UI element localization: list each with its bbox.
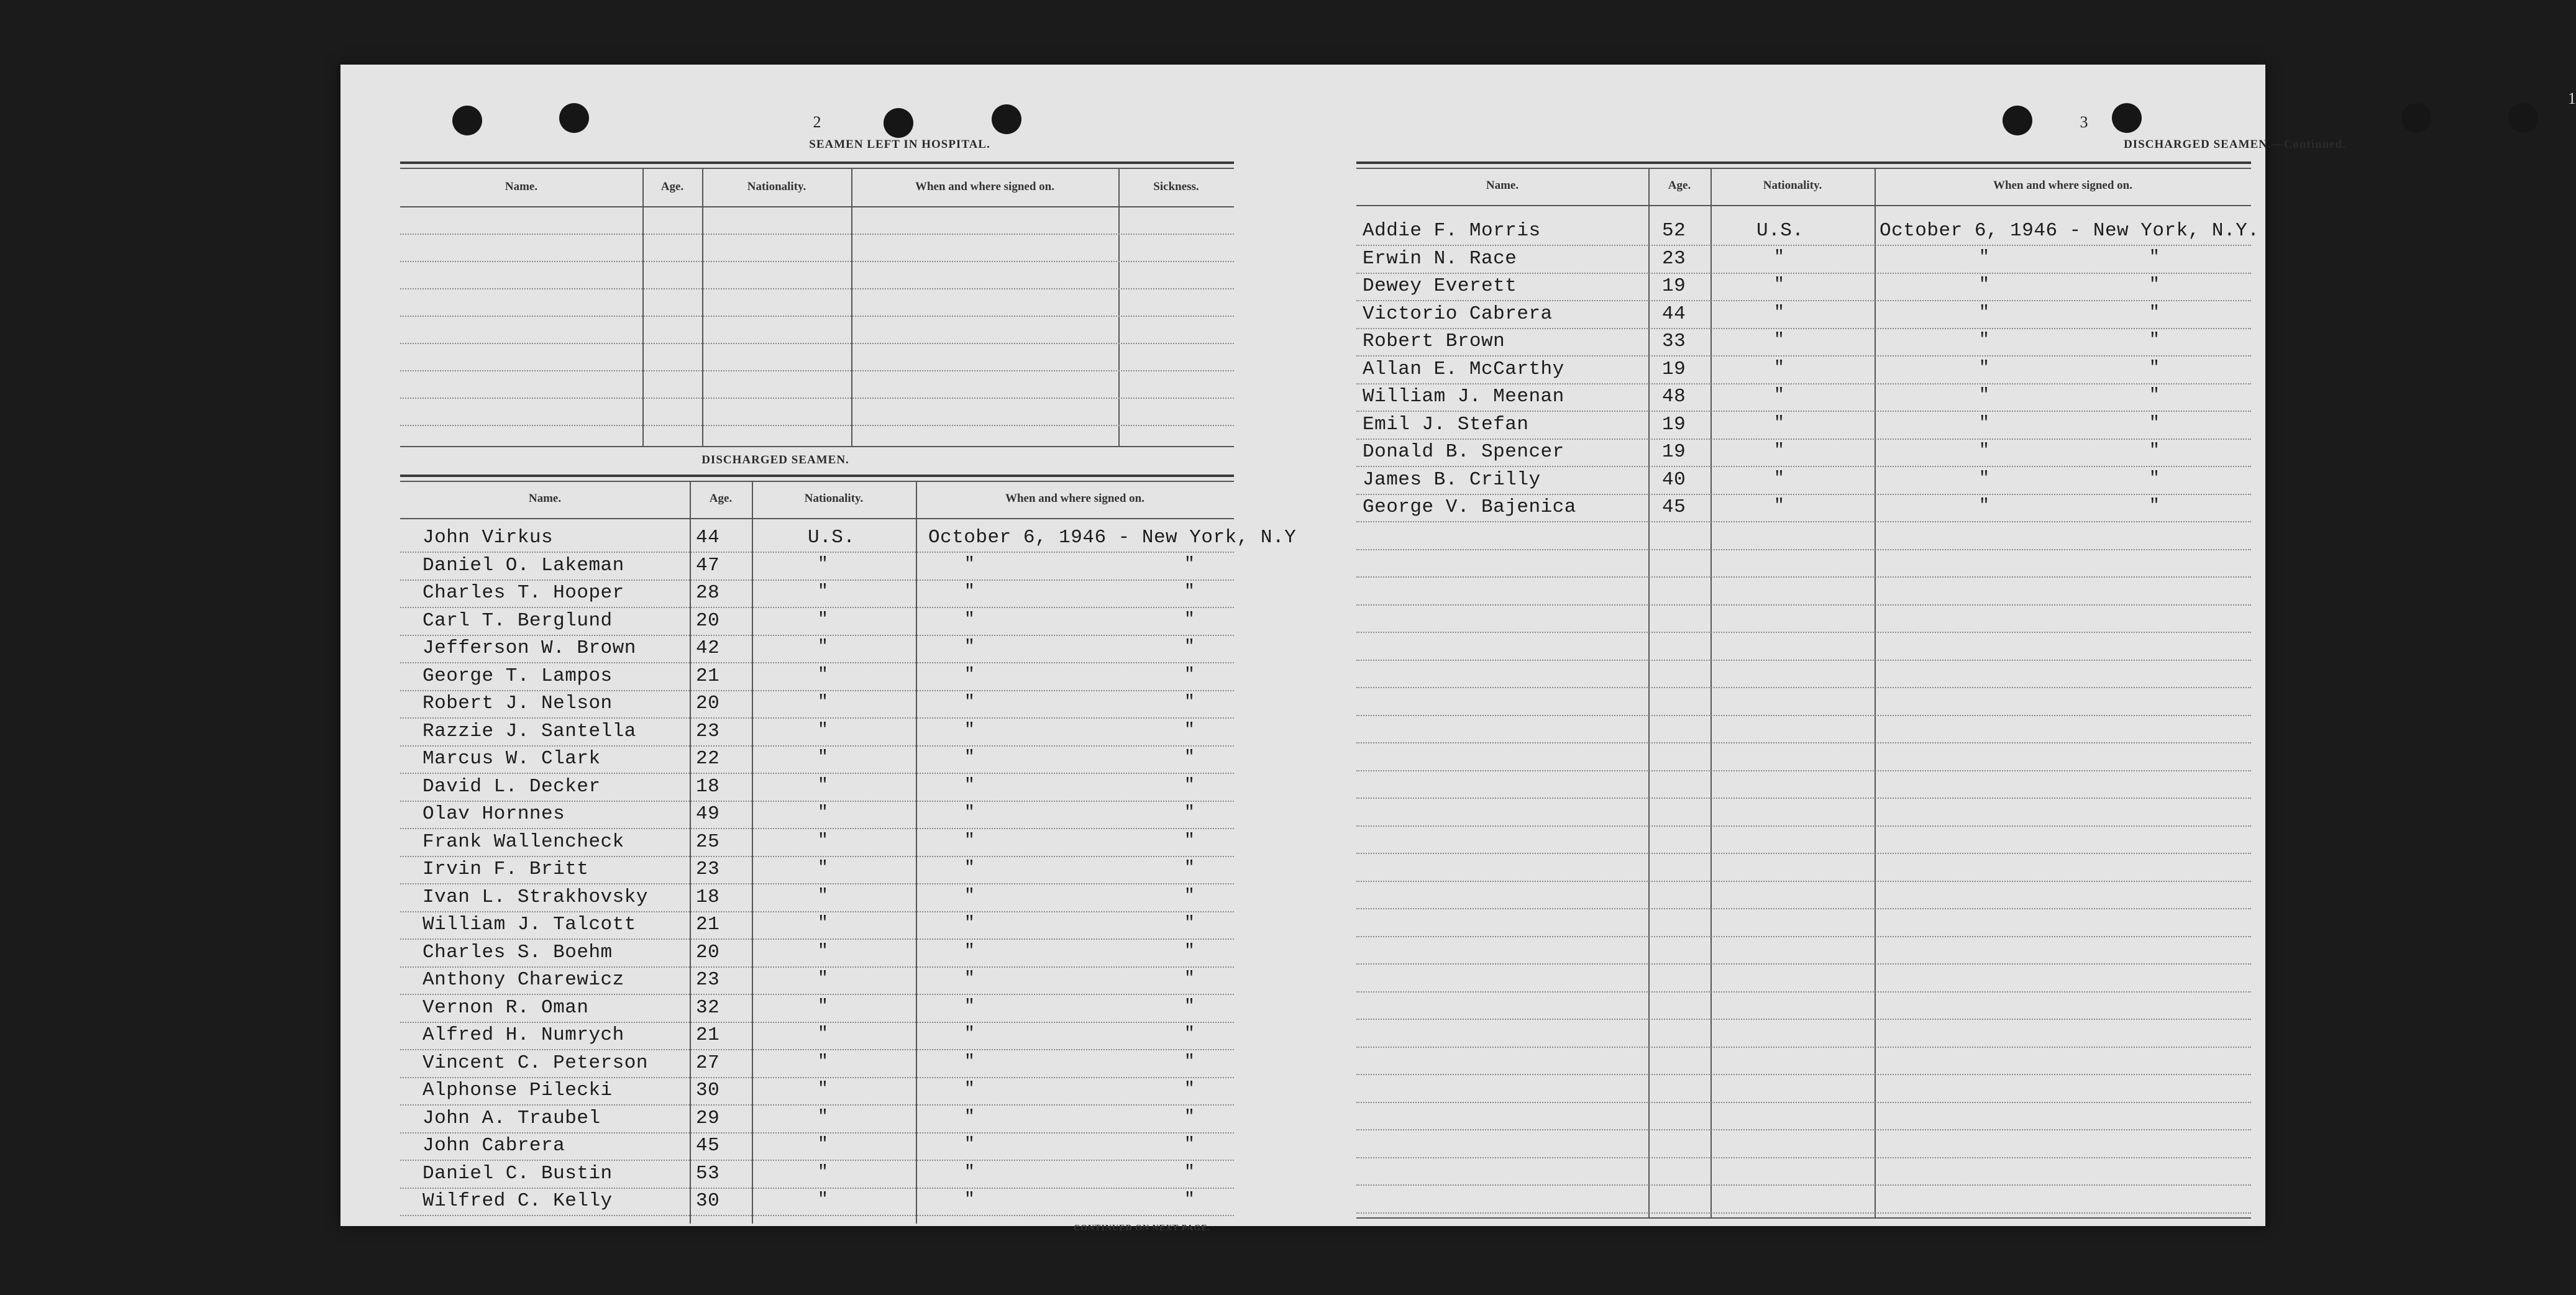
seaman-age: 45 (1662, 496, 1686, 518)
row-rule (1356, 1074, 2251, 1075)
ditto-mark: " (1184, 582, 1195, 601)
seaman-name: William J. Meenan (1363, 386, 1564, 407)
column-header-name: Name. (505, 180, 538, 193)
seaman-name: Allan E. McCarthy (1363, 358, 1564, 380)
seaman-name: Robert J. Nelson (422, 693, 613, 714)
ditto-mark: " (818, 720, 828, 740)
ditto-mark: " (1184, 1024, 1195, 1043)
ditto-mark: " (818, 1024, 828, 1043)
row-rule (1356, 300, 2251, 301)
ditto-mark: " (1774, 386, 1784, 405)
row-rule (1356, 825, 2251, 827)
right-table-layer (1303, 65, 2265, 1226)
ditto-mark: " (2149, 247, 2160, 267)
ditto-mark: " (1184, 554, 1195, 574)
row-rule (1356, 991, 2251, 993)
seaman-name: Charles S. Boehm (422, 941, 613, 963)
seaman-age: 18 (696, 775, 720, 797)
seaman-name: Robert Brown (1363, 330, 1505, 352)
seaman-age: 40 (1662, 468, 1686, 491)
ditto-mark: " (818, 554, 828, 574)
column-header-nationality: Nationality. (804, 492, 864, 505)
ditto-mark: " (1184, 693, 1195, 712)
seaman-age: 42 (696, 637, 720, 659)
ditto-mark: " (1184, 748, 1195, 767)
column-header-sickness: Sickness. (1153, 180, 1199, 193)
ditto-mark: " (964, 996, 975, 1016)
page-number: 2 (813, 113, 821, 131)
seaman-age: 23 (696, 720, 720, 742)
ditto-mark: " (2149, 302, 2160, 322)
row-rule (1356, 797, 2251, 799)
ditto-mark: " (1184, 803, 1195, 822)
ditto-mark: " (964, 748, 975, 767)
row-rule (1356, 742, 2251, 743)
seaman-age: 23 (696, 858, 720, 880)
ditto-mark: " (1979, 413, 1989, 433)
row-rule (1356, 632, 2251, 633)
ditto-mark: " (818, 830, 828, 850)
column-header-nationality: Nationality. (747, 180, 806, 193)
ditto-mark: " (1184, 914, 1195, 933)
ditto-mark: " (964, 914, 975, 933)
seaman-age: 20 (696, 693, 720, 714)
ditto-mark: " (2149, 468, 2160, 488)
seaman-name: Addie F. Morris (1363, 220, 1541, 242)
ditto-mark: " (1184, 609, 1195, 629)
ditto-mark: " (1184, 1107, 1195, 1127)
left-page (340, 65, 1303, 1233)
ditto-mark: " (964, 1162, 975, 1182)
ditto-mark: " (964, 554, 975, 574)
ditto-mark: " (818, 803, 828, 822)
ditto-mark: " (1774, 330, 1784, 350)
punch-hole (992, 104, 1021, 134)
ditto-mark: " (1774, 413, 1784, 433)
row-rule (1356, 411, 2251, 412)
column-header-signed-on: When and where signed on. (1993, 179, 2132, 192)
seaman-name: Carl T. Berglund (422, 609, 613, 632)
ditto-mark: " (2149, 358, 2160, 378)
seaman-age: 27 (696, 1052, 720, 1074)
punch-hole (452, 106, 482, 135)
row-rule (1356, 1129, 2251, 1130)
ditto-mark: " (818, 941, 828, 961)
seaman-age: 48 (1662, 386, 1686, 407)
ditto-mark: " (964, 1107, 975, 1127)
ditto-mark: " (1774, 358, 1784, 378)
seaman-age: 20 (696, 609, 720, 632)
row-rule (400, 745, 1234, 747)
row-rule (1356, 549, 2251, 550)
row-rule (400, 1160, 1234, 1161)
row-rule (400, 1049, 1234, 1050)
row-rule (1356, 687, 2251, 688)
seaman-name: Irvin F. Britt (422, 858, 589, 880)
section-title-discharged: DISCHARGED SEAMEN. (701, 453, 849, 466)
seaman-name: Vernon R. Oman (422, 996, 589, 1019)
continued-note: CONTINUED ON NEXT PAGE. (1074, 1224, 1211, 1233)
row-rule (1356, 355, 2251, 357)
ditto-mark: " (1184, 637, 1195, 657)
row-rule (400, 552, 1234, 553)
row-rule (400, 911, 1234, 912)
seaman-name: Donald B. Spencer (1363, 441, 1564, 463)
seaman-name: George T. Lampos (422, 665, 613, 687)
row-rule (1356, 494, 2251, 495)
ditto-mark: " (964, 1079, 975, 1099)
punch-hole (884, 108, 913, 138)
seaman-name: Jefferson W. Brown (422, 637, 636, 659)
row-rule (400, 883, 1234, 884)
row-rule (400, 1022, 1234, 1023)
ditto-mark: " (1184, 1162, 1195, 1182)
seaman-name: Frank Wallencheck (422, 830, 624, 853)
ditto-mark: " (964, 803, 975, 822)
ditto-mark: " (964, 665, 975, 684)
seaman-age: 44 (696, 527, 720, 548)
seaman-age: 19 (1662, 275, 1686, 297)
ditto-mark: " (964, 830, 975, 850)
seaman-age: 19 (1662, 413, 1686, 435)
ditto-mark: " (964, 886, 975, 906)
seaman-age: 52 (1662, 220, 1686, 242)
ditto-mark: " (1184, 775, 1195, 795)
seaman-name: James B. Crilly (1363, 468, 1541, 491)
ditto-mark: " (1774, 247, 1784, 267)
row-rule (400, 635, 1234, 636)
row-rule (400, 579, 1234, 581)
seaman-name: Anthony Charewicz (422, 969, 624, 991)
seaman-age: 44 (1662, 302, 1686, 325)
ditto-mark: " (818, 637, 828, 657)
seaman-name: William J. Talcott (422, 914, 636, 935)
ditto-mark: " (964, 941, 975, 961)
seaman-age: 25 (696, 830, 720, 853)
corner-mark: 1 (2568, 89, 2576, 107)
ditto-mark: " (2149, 330, 2160, 350)
seaman-age: 33 (1662, 330, 1686, 352)
seaman-name: Erwin N. Race (1363, 247, 1517, 270)
row-rule (400, 717, 1234, 719)
column-header-age: Age. (1668, 179, 1691, 192)
seaman-name: John Cabrera (422, 1135, 565, 1156)
row-rule (1356, 466, 2251, 467)
ditto-mark: " (964, 609, 975, 629)
row-rule (1356, 936, 2251, 937)
ditto-mark: " (818, 748, 828, 767)
row-rule (400, 994, 1234, 995)
row-rule (400, 938, 1234, 940)
section-title-discharged-continued: DISCHARGED SEAMEN.—Continued. (2124, 138, 2346, 151)
seaman-age: 19 (1662, 441, 1686, 463)
ditto-mark: " (2149, 496, 2160, 516)
seaman-name: Daniel C. Bustin (422, 1162, 613, 1184)
ditto-mark: " (1184, 830, 1195, 850)
ditto-mark: " (1979, 386, 1989, 405)
row-rule (1356, 908, 2251, 909)
row-rule (1356, 770, 2251, 771)
ditto-mark: " (1979, 358, 1989, 378)
seaman-name: Alphonse Pilecki (422, 1079, 613, 1101)
row-rule (1356, 604, 2251, 606)
punch-hole (2508, 103, 2538, 133)
seaman-name: John A. Traubel (422, 1107, 601, 1129)
ditto-mark: " (818, 609, 828, 629)
row-rule (1356, 438, 2251, 440)
seaman-name: Victorio Cabrera (1363, 302, 1553, 325)
seaman-age: 21 (696, 1024, 720, 1046)
row-rule (1356, 1212, 2251, 1214)
seaman-age: 21 (696, 914, 720, 935)
seaman-name: Dewey Everett (1363, 275, 1517, 297)
column-header-nationality: Nationality. (1763, 179, 1822, 192)
seaman-age: 49 (696, 803, 720, 825)
ditto-mark: " (818, 914, 828, 933)
seaman-name: Ivan L. Strakhovsky (422, 886, 648, 908)
punch-hole (559, 103, 589, 133)
row-rule (1356, 853, 2251, 854)
seaman-age: 47 (696, 554, 720, 576)
ditto-mark: " (1774, 468, 1784, 488)
seaman-age: 30 (696, 1079, 720, 1101)
ditto-mark: " (1979, 468, 1989, 488)
row-rule (400, 690, 1234, 691)
seaman-age: 32 (696, 996, 720, 1019)
row-rule (1356, 660, 2251, 661)
seaman-age: 28 (696, 582, 720, 604)
row-rule (400, 1077, 1234, 1078)
seaman-age: 19 (1662, 358, 1686, 380)
seaman-name: David L. Decker (422, 775, 601, 797)
ditto-mark: " (1184, 1190, 1195, 1209)
ditto-mark: " (1184, 665, 1195, 684)
column-header-age: Age. (709, 492, 733, 505)
ditto-mark: " (964, 693, 975, 712)
ditto-mark: " (964, 1135, 975, 1154)
row-rule (1356, 576, 2251, 578)
signed-on: October 6, 1946 - New York, N.Y. (1879, 220, 2260, 242)
ditto-mark: " (2149, 275, 2160, 294)
row-rule (400, 607, 1234, 608)
row-rule (400, 662, 1234, 663)
column-header-name: Name. (528, 492, 562, 505)
seaman-age: 21 (696, 665, 720, 687)
row-rule (400, 801, 1234, 802)
ditto-mark: " (964, 637, 975, 657)
seaman-age: 23 (1662, 247, 1686, 270)
ditto-mark: " (2149, 441, 2160, 460)
ditto-mark: " (2149, 413, 2160, 433)
ditto-mark: " (1979, 441, 1989, 460)
ditto-mark: " (1184, 969, 1195, 988)
seaman-age: 53 (696, 1162, 720, 1184)
row-rule (400, 773, 1234, 774)
ditto-mark: " (964, 1024, 975, 1043)
seaman-name: Alfred H. Numrych (422, 1024, 624, 1046)
seaman-age: 18 (696, 886, 720, 908)
ditto-mark: " (964, 775, 975, 795)
ditto-mark: " (1774, 441, 1784, 460)
row-rule (1356, 383, 2251, 384)
ditto-mark: " (964, 720, 975, 740)
ditto-mark: " (818, 582, 828, 601)
ditto-mark: " (1774, 496, 1784, 516)
row-rule (400, 856, 1234, 857)
row-rule (1356, 521, 2251, 522)
row-rule (1356, 273, 2251, 274)
column-header-name: Name. (1486, 179, 1519, 192)
row-rule (1356, 1157, 2251, 1158)
ditto-mark: " (964, 1190, 975, 1209)
ditto-mark: " (964, 1052, 975, 1071)
seaman-name: Vincent C. Peterson (422, 1052, 648, 1074)
seaman-age: 22 (696, 748, 720, 770)
ditto-mark: " (818, 969, 828, 988)
ditto-mark: " (2149, 386, 2160, 405)
ditto-mark: " (818, 693, 828, 712)
row-rule (1356, 1019, 2251, 1020)
column-header-signed-on: When and where signed on. (1005, 492, 1144, 505)
seaman-name: Emil J. Stefan (1363, 413, 1529, 435)
ditto-mark: " (1184, 1135, 1195, 1154)
row-rule (400, 1132, 1234, 1134)
ditto-mark: " (1184, 1079, 1195, 1099)
ditto-mark: " (818, 1190, 828, 1209)
ditto-mark: " (818, 775, 828, 795)
column-header-signed-on: When and where signed on. (915, 180, 1054, 193)
seaman-age: 45 (696, 1135, 720, 1156)
nationality: U.S. (1756, 220, 1804, 242)
row-rule (400, 1104, 1234, 1106)
ditto-mark: " (1979, 247, 1989, 267)
row-rule (400, 1215, 1234, 1216)
seaman-age: 30 (696, 1190, 720, 1212)
signed-on: October 6, 1946 - New York, N.Y (928, 527, 1297, 548)
seaman-age: 29 (696, 1107, 720, 1129)
ditto-mark: " (1979, 275, 1989, 294)
ditto-mark: " (1184, 996, 1195, 1016)
seaman-name: Daniel O. Lakeman (422, 554, 624, 576)
row-rule (1356, 328, 2251, 329)
punch-hole (2401, 103, 2431, 133)
ditto-mark: " (818, 858, 828, 878)
ditto-mark: " (818, 1107, 828, 1127)
ditto-mark: " (964, 582, 975, 601)
seaman-name: George V. Bajenica (1363, 496, 1576, 518)
ditto-mark: " (1979, 330, 1989, 350)
ditto-mark: " (818, 1162, 828, 1182)
ditto-mark: " (1979, 302, 1989, 322)
seaman-name: Charles T. Hooper (422, 582, 624, 604)
row-rule (400, 828, 1234, 829)
row-rule (1356, 1102, 2251, 1103)
section-title-hospital: SEAMEN LEFT IN HOSPITAL. (809, 138, 990, 151)
ditto-mark: " (818, 1079, 828, 1099)
ditto-mark: " (818, 996, 828, 1016)
ditto-mark: " (1184, 886, 1195, 906)
ditto-mark: " (818, 886, 828, 906)
ditto-mark: " (1184, 858, 1195, 878)
seaman-name: Marcus W. Clark (422, 748, 601, 770)
seaman-age: 23 (696, 969, 720, 991)
seaman-name: John Virkus (422, 527, 554, 548)
ditto-mark: " (1184, 941, 1195, 961)
ditto-mark: " (1774, 275, 1784, 294)
row-rule (400, 966, 1234, 968)
ditto-mark: " (1979, 496, 1989, 516)
ditto-mark: " (818, 1052, 828, 1071)
ditto-mark: " (964, 858, 975, 878)
seaman-name: Olav Hornnes (422, 803, 565, 825)
seaman-name: Razzie J. Santella (422, 720, 636, 742)
row-rule (1356, 245, 2251, 246)
row-rule (400, 1188, 1234, 1189)
seaman-age: 20 (696, 941, 720, 963)
ditto-mark: " (964, 969, 975, 988)
row-rule (1356, 1184, 2251, 1186)
row-rule (1356, 963, 2251, 965)
column-header-age: Age. (660, 180, 684, 193)
ditto-mark: " (1184, 1052, 1195, 1071)
ditto-mark: " (1774, 302, 1784, 322)
row-rule (1356, 715, 2251, 716)
seaman-name: Wilfred C. Kelly (422, 1190, 613, 1212)
row-rule (1356, 1047, 2251, 1048)
nationality: U.S. (808, 527, 856, 548)
row-rule (1356, 881, 2251, 882)
ditto-mark: " (1184, 720, 1195, 740)
ditto-mark: " (818, 665, 828, 684)
page-number: 3 (2080, 113, 2088, 131)
ditto-mark: " (818, 1135, 828, 1154)
